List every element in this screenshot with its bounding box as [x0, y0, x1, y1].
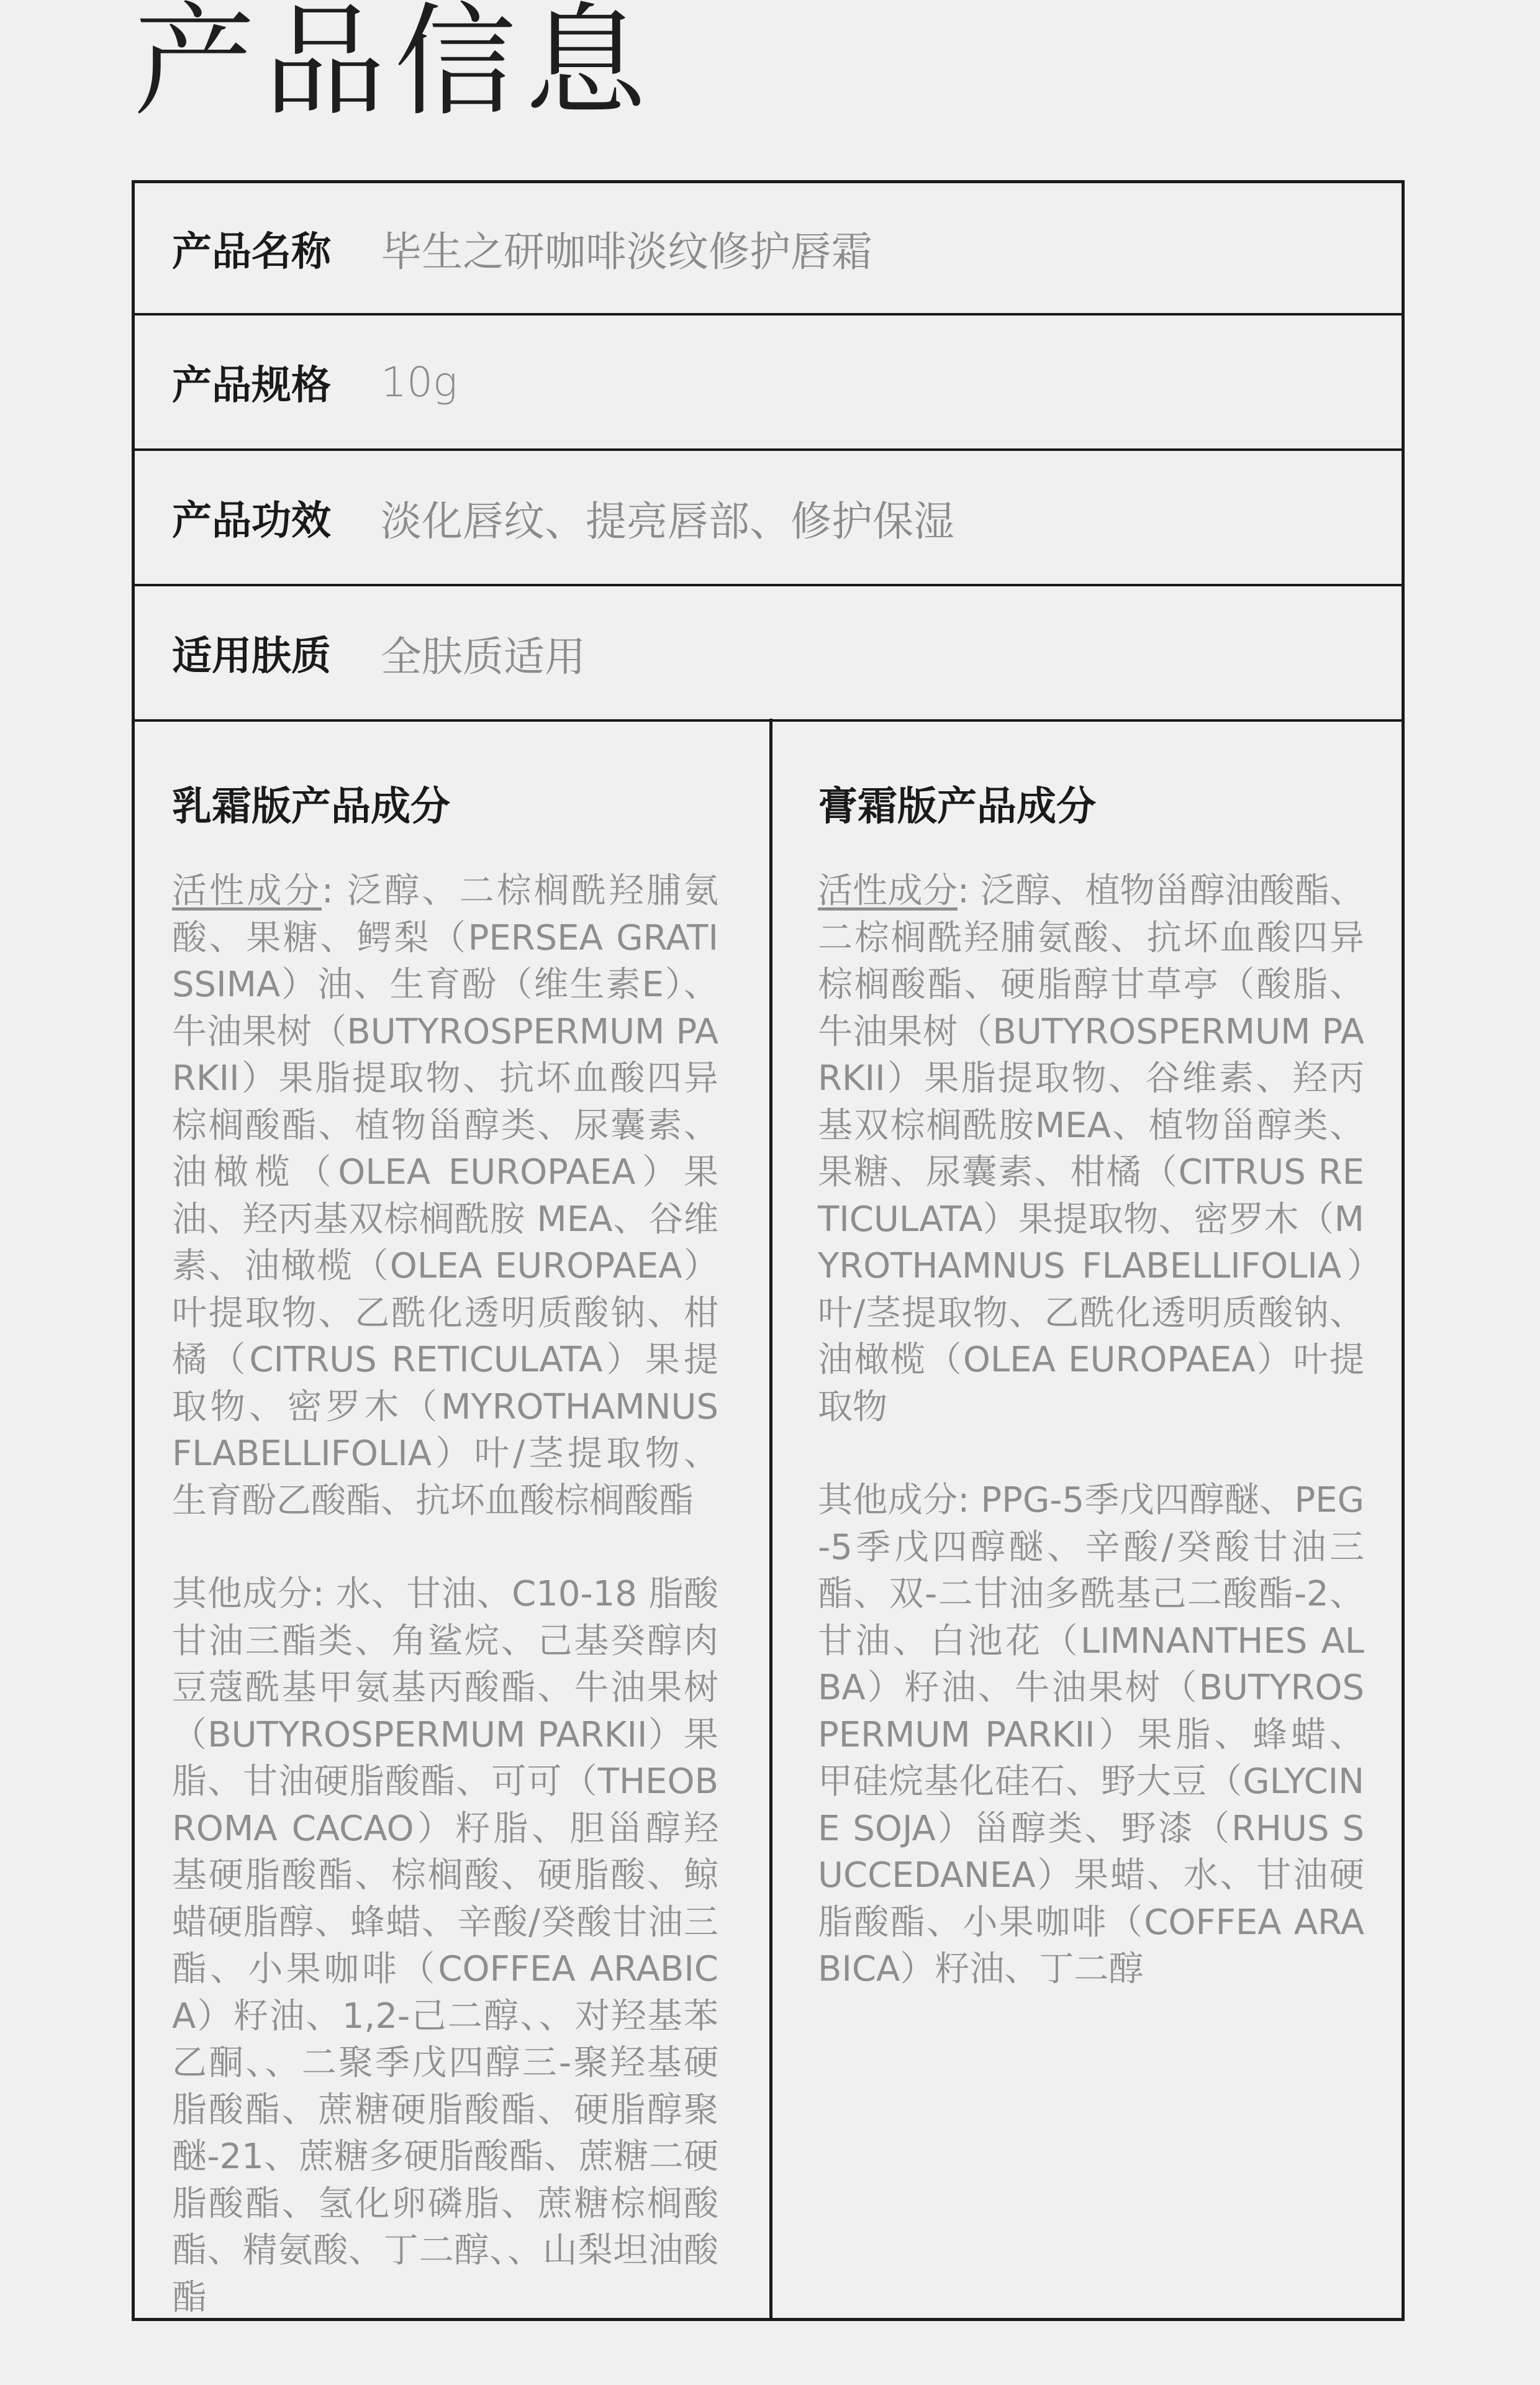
- info-value: 全肤质适用: [381, 632, 586, 681]
- info-value: 10g: [381, 358, 458, 406]
- info-value: 毕生之研咖啡淡纹修护唇霜: [381, 228, 872, 276]
- other-ingredients: 其他成分: 水、甘油、C10-18 脂酸甘油三酯类、角鲨烷、己基癸醇肉豆蔻酰基甲氨基丙酸酯、牛油果树（BUTYROSPERMUM PARKII）果脂、甘油硬脂酸酯、可可（THEOBROMA CACAO）籽脂、胆甾醇羟基硬脂酸酯、棕榈酸、硬脂酸、鲸蜡硬脂醇、蜂蜡、辛酸/癸酸甘油三酯、小果咖啡（COFFEA ARABICA）籽油、1,2-己二醇、、对羟基苯乙酮、、二聚季戊四醇三-聚羟基硬脂酸酯、蔗糖硬脂酸酯、硬脂醇聚醚-21、蔗糖多硬脂酸酯、蔗糖二硬脂酸酯、氢化卵磷脂、蔗糖棕榈酸酯、精氨酸、丁二醇、、山梨坦油酸酯: [172, 1574, 718, 2318]
- info-label: 产品规格: [172, 363, 331, 409]
- info-label: 产品名称: [172, 229, 331, 275]
- active-ingredients: [172, 868, 718, 1524]
- info-label: 适用肤质: [172, 634, 331, 679]
- info-row-effect: [135, 451, 1402, 586]
- info-row-skin-type: [135, 586, 1402, 722]
- emulsion-title: 乳霜版产品成分: [172, 784, 450, 830]
- active-heading: 活性成分: [818, 871, 958, 911]
- active-heading: 活性成分: [172, 871, 322, 911]
- page-title: 产品信息: [134, 0, 656, 133]
- active-ingredients: [818, 868, 1364, 1430]
- info-row-name: [135, 183, 1402, 316]
- balm-title: 膏霜版产品成分: [818, 784, 1096, 830]
- balm-ingredient-text: [818, 868, 1364, 2040]
- info-label: 产品功效: [172, 498, 331, 544]
- other-ingredients: 其他成分: PPG-5季戊四醇醚、PEG-5季戊四醇醚、辛酸/癸酸甘油三酯、双-二甘油多酰基己二酸酯-2、甘油、白池花（LIMNANTHES ALBA）籽油、牛油果树（BUTYROSPERMUM PARKII）果脂、蜂蜡、甲硅烷基化硅石、野大豆（GLYCINE SOJA）甾醇类、野漆（RHUS SUCCEDANEA）果蜡、水、甘油硬脂酸酯、小果咖啡（COFFEA ARABICA）籽油、丁二醇: [818, 1480, 1364, 1989]
- active-list: : 泛醇、二棕榈酰羟脯氨酸、果糖、鳄梨（PERSEA GRATISSIMA）油、生育酚（维生素E）、牛油果树（BUTYROSPERMUM PARKII）果脂提取物、抗坏血酸四异棕榈酸酯、植物甾醇类、尿囊素、油橄榄（OLEA EUROPAEA）果油、羟丙基双棕榈酰胺 MEA、谷维素、油橄榄（OLEA EUROPAEA）叶提取物、乙酰化透明质酸钠、柑橘（CITRUS RETICULATA）果提取物、密罗木（MYROTHAMNUS FLABELLIFOLIA）叶/茎提取物、生育酚乙酸酯、抗坏血酸棕榈酸酯: [172, 871, 718, 1521]
- column-divider: [769, 719, 772, 2321]
- info-row-size: [135, 316, 1402, 451]
- active-list: : 泛醇、植物甾醇油酸酯、二棕榈酰羟脯氨酸、抗坏血酸四异棕榈酸酯、硬脂醇甘草亭（酸脂、牛油果树（BUTYROSPERMUM PARKII）果脂提取物、谷维素、羟丙基双棕榈酰胺MEA、植物甾醇类、果糖、尿囊素、柑橘（CITRUS RETICULATA）果提取物、密罗木（MYROTHAMNUS FLABELLIFOLIA）叶/茎提取物、乙酰化透明质酸钠、油橄榄（OLEA EUROPAEA）叶提取物: [818, 871, 1364, 1427]
- info-value: 淡化唇纹、提亮唇部、修护保湿: [381, 497, 954, 545]
- product-info-table: [132, 180, 1405, 2321]
- emulsion-ingredient-text: [172, 868, 718, 2368]
